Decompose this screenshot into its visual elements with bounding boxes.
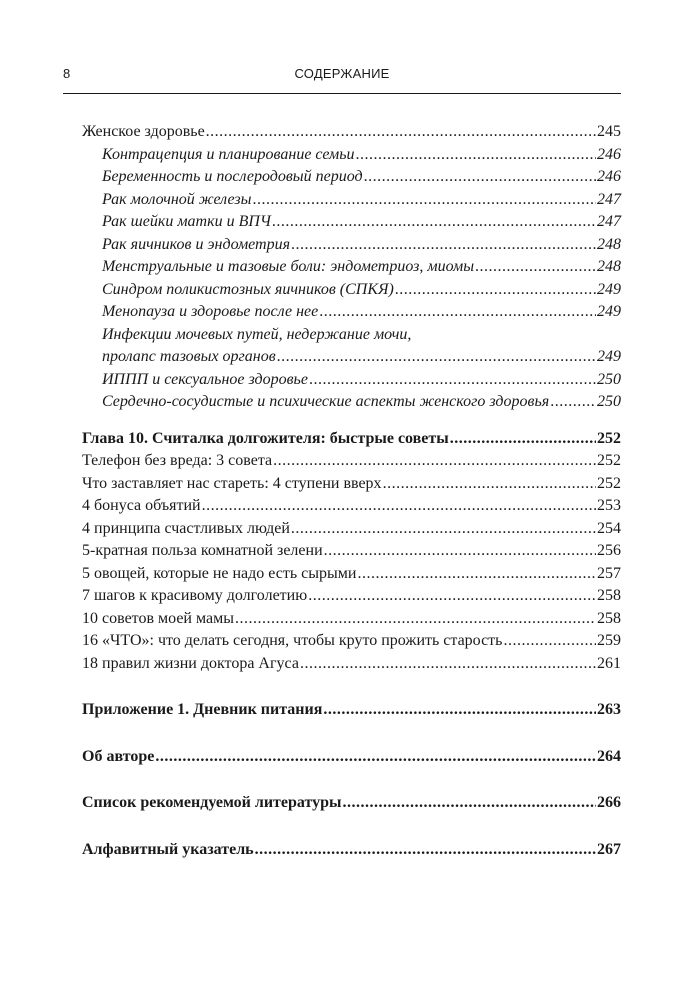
dot-leader — [291, 518, 596, 541]
toc-entry-page: 252 — [597, 429, 621, 447]
toc-subentry[interactable] — [82, 346, 621, 369]
toc-chapter-10[interactable] — [82, 428, 621, 451]
toc-entry-page: 256 — [597, 542, 621, 559]
dot-leader — [235, 608, 596, 631]
toc-subentry[interactable] — [82, 391, 621, 414]
toc-entry-title: Синдром поликистозных яичников (СПКЯ) — [102, 280, 394, 298]
dot-leader — [272, 211, 596, 234]
dot-leader — [319, 301, 596, 324]
dot-leader — [550, 391, 596, 414]
dot-leader — [356, 144, 596, 167]
toc-entry-page: 245 — [597, 123, 621, 140]
dot-leader — [273, 450, 596, 473]
toc-entry-page: 258 — [597, 587, 621, 604]
toc-entry-page: 254 — [597, 519, 621, 537]
dot-leader — [308, 585, 596, 608]
dot-leader — [206, 121, 596, 144]
toc-subentry[interactable] — [82, 144, 621, 167]
running-head-title: СОДЕРЖАНИЕ — [294, 66, 390, 81]
dot-leader — [300, 653, 596, 676]
page-number: 8 — [63, 66, 71, 81]
toc-subentry[interactable] — [82, 279, 621, 302]
toc-entry-title: 18 правил жизни доктора Агуса — [82, 654, 299, 672]
dot-leader — [450, 428, 596, 451]
toc-entry-page: 250 — [597, 370, 621, 388]
toc-entry[interactable] — [82, 518, 621, 541]
toc-references[interactable] — [82, 792, 621, 815]
toc-entry-page: 267 — [597, 840, 621, 858]
toc-entry-page: 253 — [597, 497, 621, 514]
toc-entry-page: 259 — [597, 632, 621, 649]
section-spacer — [82, 815, 621, 839]
toc-entry-page: 249 — [597, 348, 621, 365]
page-header — [63, 64, 621, 94]
toc-entry[interactable] — [82, 450, 621, 473]
toc-entry-page: 263 — [597, 701, 621, 718]
toc-entry-title: Менопауза и здоровье после нее — [102, 303, 319, 320]
toc-entry-title: Рак яичников и эндометрия — [102, 235, 291, 253]
toc-entry[interactable] — [82, 495, 621, 518]
toc-entry[interactable] — [82, 653, 621, 676]
toc-subentry[interactable] — [82, 166, 621, 189]
toc-subentry[interactable] — [82, 369, 621, 392]
dot-leader — [255, 839, 596, 862]
dot-leader — [202, 495, 596, 518]
toc-entry[interactable] — [82, 630, 621, 653]
toc-entry-page: 250 — [597, 393, 621, 410]
toc-entry-title: 4 принципа счастливых людей — [82, 519, 290, 537]
toc-entry-page: 246 — [597, 145, 621, 163]
toc-entry-title: Менструальные и тазовые боли: эндометриоз, миомы — [102, 258, 475, 275]
toc-entry-page: 247 — [597, 190, 621, 208]
dot-leader — [364, 166, 596, 189]
toc-subentry[interactable] — [82, 256, 621, 279]
toc-entry[interactable] — [82, 473, 621, 496]
toc-entry-page: 264 — [597, 747, 621, 765]
toc-entry-page: 249 — [597, 280, 621, 298]
dot-leader — [155, 746, 596, 769]
toc-entry-title: Алфавитный указатель — [82, 840, 254, 858]
toc-entry-page: 261 — [597, 654, 621, 672]
toc-subentry[interactable] — [82, 211, 621, 234]
dot-leader — [253, 189, 596, 212]
dot-leader — [323, 699, 596, 722]
toc-entry-page: 258 — [597, 609, 621, 627]
dot-leader — [395, 279, 596, 302]
toc-entry-title: пролапс тазовых органов — [102, 348, 276, 365]
toc-entry-title: Женское здоровье — [82, 123, 205, 140]
toc-entry[interactable] — [82, 540, 621, 563]
section-spacer — [82, 722, 621, 746]
toc-entry-title: 16 «ЧТО»: что делать сегодня, чтобы круто прожить старость — [82, 632, 503, 649]
toc-entry-title: 7 шагов к красивому долголетию — [82, 587, 308, 604]
table-of-contents — [82, 121, 621, 861]
toc-entry-page: 247 — [597, 213, 621, 230]
toc-entry-title: Беременность и послеродовый период — [102, 168, 363, 185]
section-spacer — [82, 414, 621, 428]
toc-entry-title: 5 овощей, которые не надо есть сырыми — [82, 564, 357, 582]
toc-subentry[interactable] — [82, 301, 621, 324]
toc-entry-title: Список рекомендуемой литературы — [82, 794, 342, 811]
toc-entry-page: 266 — [597, 794, 621, 811]
toc-entry-page: 249 — [597, 303, 621, 320]
dot-leader — [324, 540, 596, 563]
toc-about-author[interactable] — [82, 746, 621, 769]
toc-entry-page: 257 — [597, 564, 621, 582]
toc-entry-page: 252 — [597, 452, 621, 469]
section-spacer — [82, 768, 621, 792]
toc-entry-page: 248 — [597, 235, 621, 253]
toc-entry-title: Рак молочной железы — [102, 190, 252, 208]
dot-leader — [309, 369, 596, 392]
section-spacer — [82, 675, 621, 699]
toc-entry-title: 5-кратная польза комнатной зелени — [82, 542, 323, 559]
toc-entry-title: Телефон без вреда: 3 совета — [82, 452, 273, 469]
dot-leader — [357, 563, 596, 586]
dot-leader — [277, 346, 596, 369]
toc-entry-page: 248 — [597, 258, 621, 275]
dot-leader — [291, 234, 596, 257]
toc-entry-title: 4 бонуса объятий — [82, 497, 201, 514]
toc-entry-title: 10 советов моей мамы — [82, 609, 234, 627]
toc-entry-title: Рак шейки матки и ВПЧ — [102, 213, 271, 230]
toc-entry[interactable] — [82, 608, 621, 631]
toc-entry-title: Что заставляет нас стареть: 4 ступени вверх — [82, 474, 382, 492]
toc-entry-title: Глава 10. Считалка долгожителя: быстрые советы — [82, 429, 449, 447]
dot-leader — [503, 630, 596, 653]
toc-subentry[interactable] — [82, 189, 621, 212]
toc-index[interactable] — [82, 839, 621, 862]
toc-subentry[interactable] — [82, 234, 621, 257]
toc-entry-title: Об авторе — [82, 747, 155, 765]
toc-entry-womens-health[interactable] — [82, 121, 621, 144]
toc-entry-title: ИППП и сексуальное здоровье — [102, 370, 308, 388]
toc-entry-title: Приложение 1. Дневник питания — [82, 701, 323, 718]
toc-entry-title: Контрацепция и планирование семьи — [102, 145, 355, 163]
toc-entry-title: Сердечно-сосудистые и психические аспекты женского здоровья — [102, 393, 550, 410]
toc-subentry-first-line[interactable]: Инфекции мочевых путей, недержание мочи, — [102, 325, 412, 343]
toc-entry[interactable] — [82, 585, 621, 608]
dot-leader — [343, 792, 596, 815]
dot-leader — [475, 256, 596, 279]
dot-leader — [383, 473, 596, 496]
toc-entry[interactable] — [82, 563, 621, 586]
toc-entry-page: 252 — [597, 474, 621, 492]
toc-appendix-1[interactable] — [82, 699, 621, 722]
toc-entry-page: 246 — [597, 168, 621, 185]
